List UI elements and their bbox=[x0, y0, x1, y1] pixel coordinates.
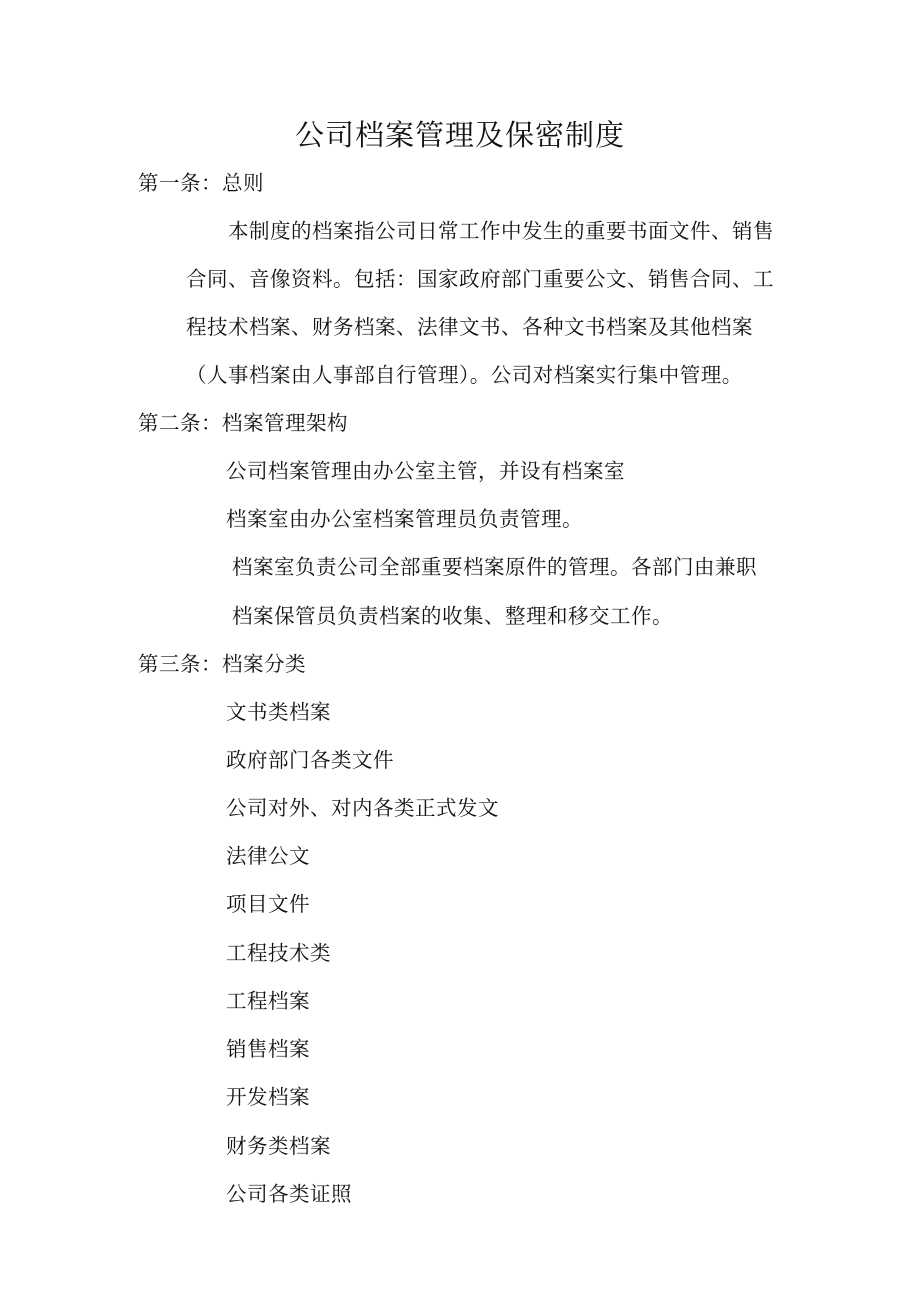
section-2-line-1: 公司档案管理由办公室主管，并设有档案室 bbox=[226, 459, 625, 483]
list-item: 文书类档案 bbox=[226, 700, 331, 724]
list-item: 工程档案 bbox=[226, 989, 310, 1013]
section-2-line-2: 档案室由办公室档案管理员负责管理。 bbox=[226, 507, 583, 531]
list-item: 项目文件 bbox=[226, 892, 310, 916]
section-1-line-1: 本制度的档案指公司日常工作中发生的重要书面文件、销售 bbox=[228, 219, 774, 243]
document-title: 公司档案管理及保密制度 bbox=[294, 118, 625, 152]
section-1-line-4: （人事档案由人事部自行管理）。公司对档案实行集中管理。 bbox=[186, 363, 743, 387]
section-heading-3: 第三条：档案分类 bbox=[138, 652, 306, 676]
list-item: 政府部门各类文件 bbox=[226, 748, 394, 772]
list-item: 公司对外、对内各类正式发文 bbox=[226, 796, 499, 820]
section-2-line-3: 档案室负责公司全部重要档案原件的管理。各部门由兼职 bbox=[232, 555, 757, 579]
section-1-line-2: 合同、音像资料。包括：国家政府部门重要公文、销售合同、工 bbox=[186, 267, 774, 291]
section-2-line-4: 档案保管员负责档案的收集、整理和移交工作。 bbox=[232, 604, 673, 628]
section-1-line-3: 程技术档案、财务档案、法律文书、各种文书档案及其他档案 bbox=[186, 315, 753, 339]
list-item: 财务类档案 bbox=[226, 1134, 331, 1158]
list-item: 销售档案 bbox=[226, 1037, 310, 1061]
section-heading-2: 第二条：档案管理架构 bbox=[138, 411, 348, 435]
list-item: 工程技术类 bbox=[226, 941, 331, 965]
section-heading-1: 第一条：总则 bbox=[138, 171, 264, 195]
list-item: 法律公文 bbox=[226, 844, 310, 868]
list-item: 公司各类证照 bbox=[226, 1182, 352, 1206]
list-item: 开发档案 bbox=[226, 1085, 310, 1109]
